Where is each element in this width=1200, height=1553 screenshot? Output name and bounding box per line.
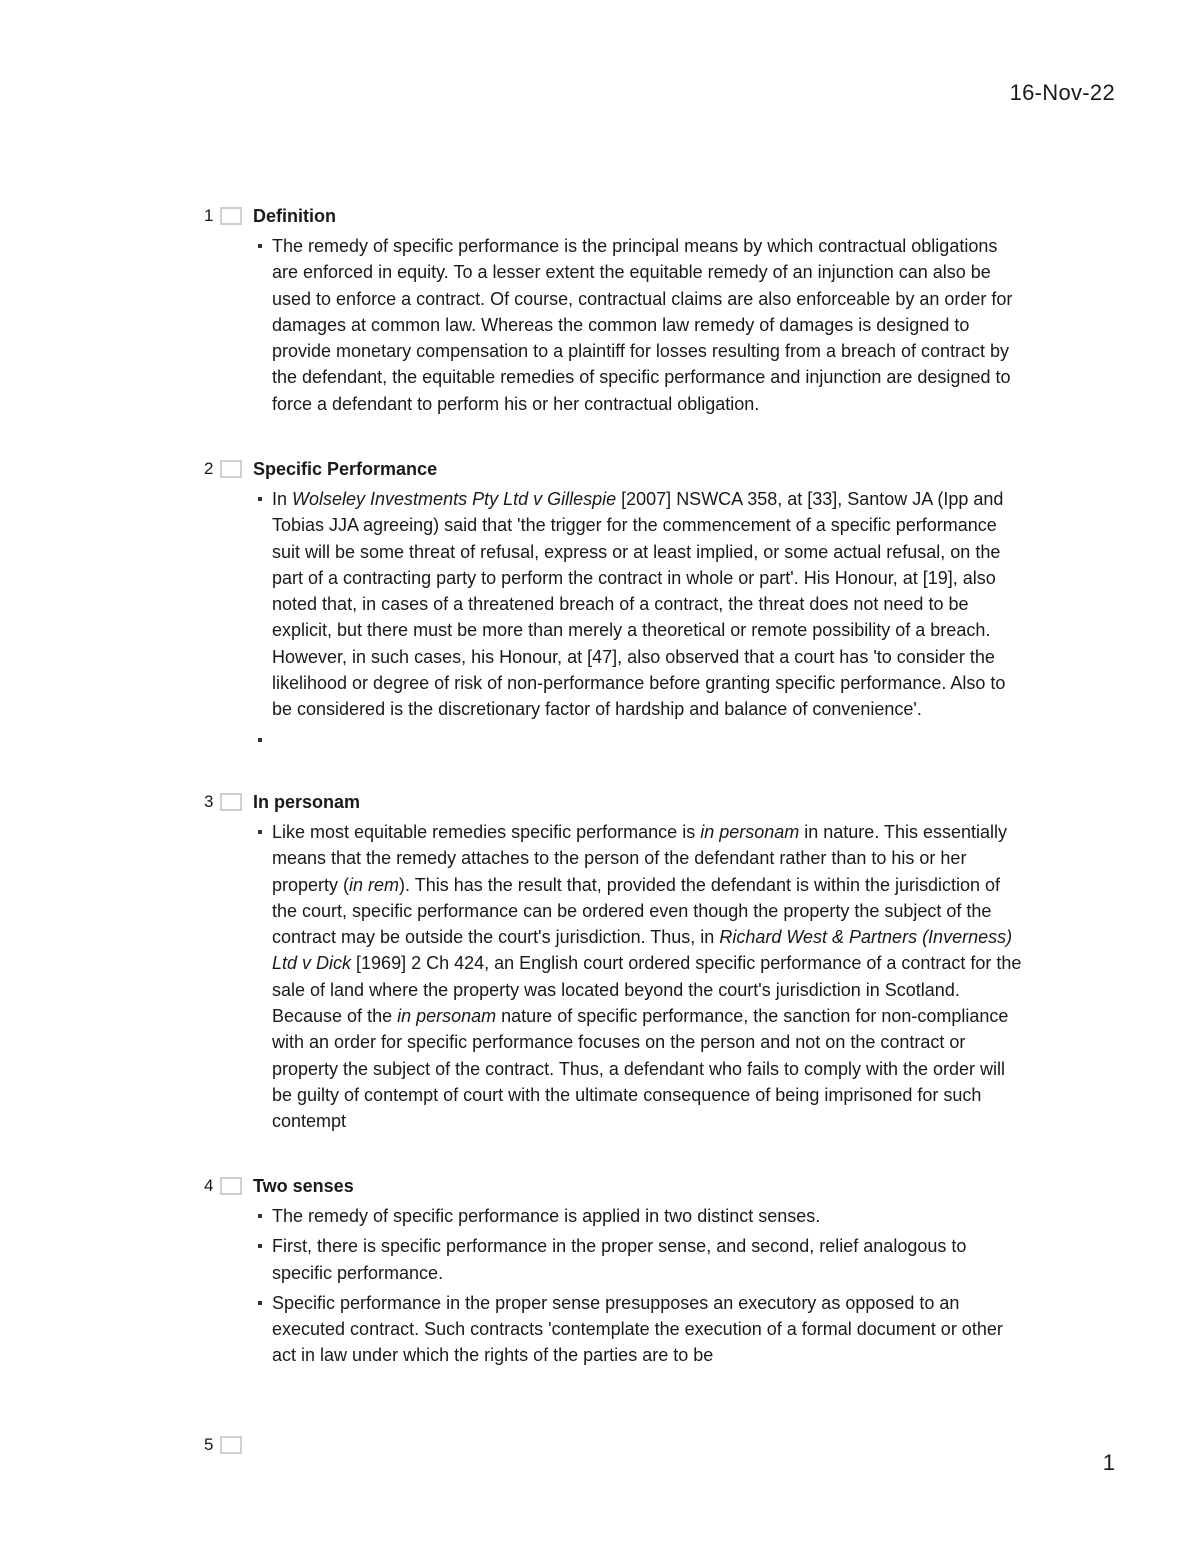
bullet-item	[254, 819, 1024, 1135]
document-date: 16-Nov-22	[1009, 80, 1115, 105]
section-heading: Definition	[253, 205, 336, 226]
text-run: First, there is specific performance in the proper sense, and second, relief analogous to specific performance.	[272, 1236, 967, 1283]
section-number: 1	[204, 206, 214, 225]
bullet-list	[204, 486, 1024, 753]
section-checkbox[interactable]	[220, 460, 242, 478]
text-run: in nature. This essentially means that the remedy attaches to the person of the defendant rather than to his or her property (	[272, 822, 1008, 895]
section-heading: Two senses	[253, 1175, 354, 1196]
text-run: [2007] NSWCA 358, at [33], Santow JA (Ipp and Tobias JJA agreeing) said that 'the trigger for the commencement of a specific performance suit will be some threat of refusal, express or at least implied, or some actual refusal, on the part of a contracting party to perform the contract in whole or part'. His Honour, at [19], also noted that, in cases of a threatened breach of a contract, the threat does not need to be explicit, but there must be more than merely a theoretical or remote possibility of a breach. However, in such cases, his Honour, at [47], also observed that a court has 'to consider the likelihood or degree of risk of non-performance before granting specific performance. Also to be considered is the discretionary factor of hardship and balance of convenience'.	[272, 489, 1006, 720]
section-in-personam	[204, 789, 1024, 1135]
italic-citation: in personam	[700, 822, 800, 842]
text-run: The remedy of specific performance is the principal means by which contractual obligations are enforced in equity. To a lesser extent the equitable remedy of an injunction can also be used to enforce a contract. Of course, contractual claims are also enforceable by an order for damages at common law. Whereas the common law remedy of damages is designed to provide monetary compensation to a plaintiff for losses resulting from a breach of contract by the defendant, the equitable remedies of specific performance and injunction are designed to force a defendant to perform his or her contractual obligation.	[272, 236, 1013, 414]
section-checkbox[interactable]	[220, 1436, 242, 1454]
bullet-item	[254, 1233, 1024, 1286]
section-specific-performance	[204, 456, 1024, 753]
section-checkbox[interactable]	[220, 1177, 242, 1195]
text-run: ). This has the result that, provided the defendant is within the jurisdiction of the court, specific performance can be ordered even though the property the subject of the contract may be outside the court's jurisdiction. Thus, in	[272, 874, 1001, 948]
bullet-list	[204, 819, 1024, 1135]
bullet-item	[254, 1290, 1024, 1369]
text-run: nature of specific performance, the sanction for non-compliance with an order for specific performance focuses on the person and not on the contract or property the subject of the contract. Thus, a defendant who fails to comply with the order will be guilty of contempt of court with the ultimate consequence of being imprisoned for such contempt	[272, 1006, 1009, 1132]
section-number: 5	[204, 1435, 214, 1454]
section-definition	[204, 203, 1024, 417]
bullet-item	[254, 1203, 1024, 1229]
text-run: Like most equitable remedies specific performance is	[272, 822, 701, 842]
section-five	[204, 1432, 1024, 1458]
section-heading: In personam	[253, 791, 361, 812]
italic-citation: in rem	[349, 874, 400, 895]
italic-citation: Wolseley Investments Pty Ltd v Gillespie	[292, 489, 617, 509]
section-number: 2	[204, 459, 214, 478]
section-number: 3	[204, 792, 214, 811]
italic-citation: in personam	[397, 1006, 497, 1027]
text-run: Specific performance in the proper sense presupposes an executory as opposed to an executed contract. Such contracts 'contemplate the execution of a formal document or other act in law under which the rights of the parties are to be	[272, 1292, 1003, 1366]
section-two-senses	[204, 1173, 1024, 1369]
section-heading: Specific Performance	[253, 458, 438, 479]
bullet-item	[254, 486, 1024, 723]
bullet-item	[254, 727, 1024, 753]
italic-citation: Richard West & Partners (Inverness) Ltd v Dick	[272, 927, 1013, 974]
section-checkbox[interactable]	[220, 793, 242, 811]
section-number: 4	[204, 1176, 214, 1195]
bullet-list	[204, 1203, 1024, 1369]
bullet-item	[254, 233, 1024, 417]
section-checkbox[interactable]	[220, 207, 242, 225]
bullet-list	[204, 233, 1024, 417]
text-run: The remedy of specific performance is applied in two distinct senses.	[272, 1206, 821, 1226]
text-run: [1969] 2 Ch 424, an English court ordered specific performance of a contract for the sale of land where the property was located beyond the court's jurisdiction in Scotland. Because of the	[272, 953, 1022, 1027]
text-run: In	[272, 489, 293, 509]
page-number: 1	[1102, 1450, 1115, 1475]
